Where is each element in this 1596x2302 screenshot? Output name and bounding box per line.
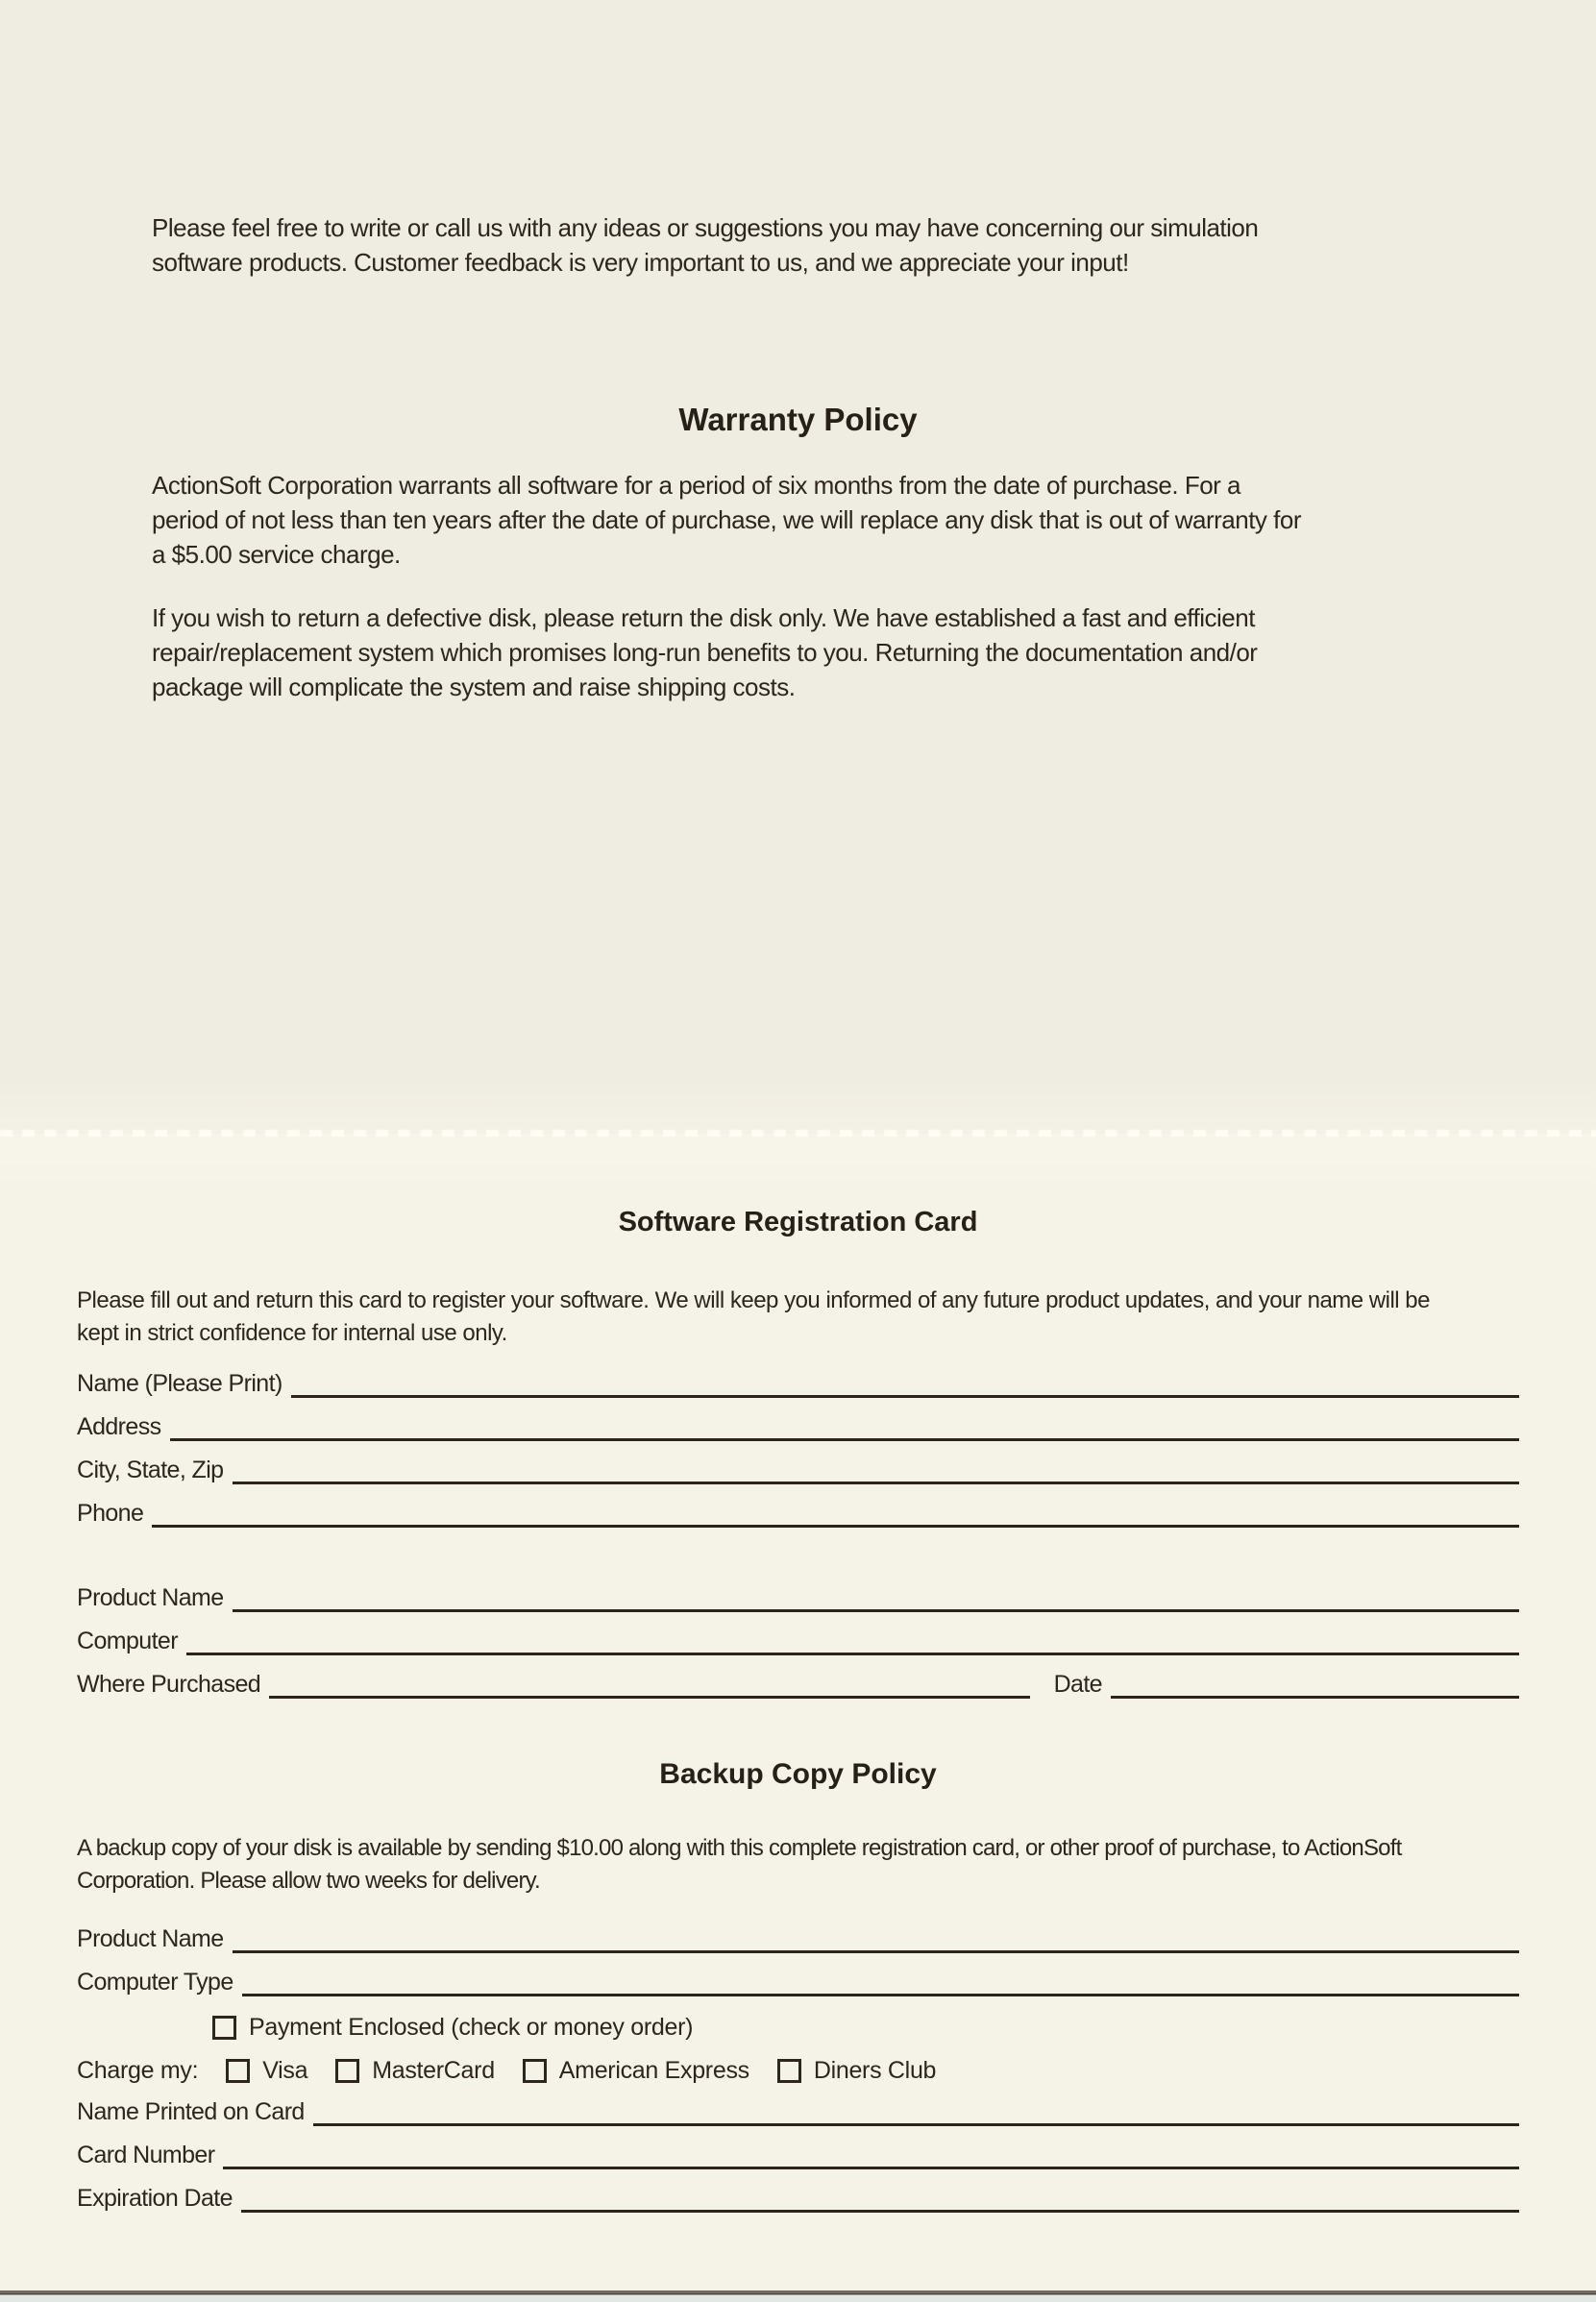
expiration-date-input-line[interactable] xyxy=(241,2209,1519,2213)
scanner-edge xyxy=(0,2290,1596,2302)
backup-title: Backup Copy Policy xyxy=(659,1758,937,1790)
city-state-zip-input-line[interactable] xyxy=(233,1481,1520,1484)
field-row-card-number xyxy=(77,2141,1519,2169)
product-name-input-line[interactable] xyxy=(233,1608,1519,1612)
product-name-label: Product Name xyxy=(77,1584,224,1611)
registration-intro-line: kept in strict confidence for internal use only. xyxy=(77,1320,507,1346)
warranty-title: Warranty Policy xyxy=(678,402,918,437)
address-input-line[interactable] xyxy=(170,1437,1519,1441)
computer-type-input-line[interactable] xyxy=(242,1993,1519,1996)
name-on-card-label: Name Printed on Card xyxy=(77,2098,305,2125)
expiration-date-label: Expiration Date xyxy=(77,2185,233,2212)
field-row-computer xyxy=(77,1627,1519,1655)
card-option-american-express xyxy=(523,2057,749,2085)
visa-label: Visa xyxy=(262,2057,308,2084)
american-express-label: American Express xyxy=(558,2057,749,2084)
name-input-line[interactable] xyxy=(291,1394,1519,1398)
payment-enclosed-checkbox[interactable] xyxy=(212,2016,236,2040)
warranty-para2-line: If you wish to return a defective disk, please return the disk only. We have established a fast and efficient xyxy=(152,603,1255,632)
backup-intro-line: Corporation. Please allow two weeks for delivery. xyxy=(77,1868,540,1894)
where-purchased-input-line[interactable] xyxy=(269,1695,1029,1699)
field-row-address xyxy=(77,1412,1519,1441)
backup-product-name-input-line[interactable] xyxy=(233,1949,1519,1953)
computer-label: Computer xyxy=(77,1628,178,1654)
name-on-card-input-line[interactable] xyxy=(313,2122,1519,2126)
field-row-computer-type xyxy=(77,1968,1519,1996)
warranty-para1-line: a $5.00 service charge. xyxy=(152,540,401,569)
backup-product-name-label: Product Name xyxy=(77,1925,224,1952)
phone-label: Phone xyxy=(77,1500,144,1527)
feedback-note-line: Please feel free to write or call us with any ideas or suggestions you may have concerning our simulation xyxy=(152,213,1259,242)
city-state-zip-label: City, State, Zip xyxy=(77,1457,224,1483)
card-number-input-line[interactable] xyxy=(223,2166,1519,2169)
visa-checkbox[interactable] xyxy=(226,2059,250,2083)
date-input-line[interactable] xyxy=(1111,1695,1519,1699)
warranty-para1-line: ActionSoft Corporation warrants all software for a period of six months from the date of purchase. For a xyxy=(152,471,1241,500)
perforation-fold-line xyxy=(0,1130,1596,1137)
field-row-backup-product-name xyxy=(77,1924,1519,1953)
field-row-phone xyxy=(77,1499,1519,1528)
name-label: Name (Please Print) xyxy=(77,1370,282,1397)
warranty-para2-line: package will complicate the system and raise shipping costs. xyxy=(152,673,796,701)
field-row-city-state-zip xyxy=(77,1456,1519,1484)
card-option-visa xyxy=(226,2057,307,2085)
phone-input-line[interactable] xyxy=(152,1524,1519,1528)
payment-enclosed-label: Payment Enclosed (check or money order) xyxy=(249,2014,694,2041)
computer-input-line[interactable] xyxy=(186,1652,1519,1655)
charge-my-label: Charge my: xyxy=(77,2057,199,2084)
mastercard-checkbox[interactable] xyxy=(335,2059,359,2083)
warranty-para2-line: repair/replacement system which promises long-run benefits to you. Returning the documentation and/or xyxy=(152,638,1258,667)
computer-type-label: Computer Type xyxy=(77,1969,233,1996)
card-number-label: Card Number xyxy=(77,2142,215,2168)
warranty-para1-line: period of not less than ten years after the date of purchase, we will replace any disk that is out of warranty for xyxy=(152,505,1302,534)
registration-intro-line: Please fill out and return this card to register your software. We will keep you informed of any future product updates, and your name will be xyxy=(77,1287,1430,1313)
field-row-expiration-date xyxy=(77,2184,1519,2213)
card-option-mastercard xyxy=(335,2057,495,2085)
american-express-checkbox[interactable] xyxy=(523,2059,547,2083)
field-row-name xyxy=(77,1369,1519,1398)
field-row-name-on-card xyxy=(77,2097,1519,2126)
diners-club-label: Diners Club xyxy=(813,2057,937,2084)
card-option-diners-club xyxy=(777,2057,936,2085)
field-row-where-purchased xyxy=(77,1670,1519,1699)
registration-title: Software Registration Card xyxy=(618,1207,978,1237)
mastercard-label: MasterCard xyxy=(372,2057,495,2084)
field-row-product-name xyxy=(77,1583,1519,1612)
where-purchased-label: Where Purchased xyxy=(77,1671,261,1698)
address-label: Address xyxy=(77,1413,161,1440)
feedback-note-line: software products. Customer feedback is very important to us, and we appreciate your input! xyxy=(152,248,1129,277)
charge-my-row xyxy=(77,2057,936,2085)
payment-enclosed-row xyxy=(212,2014,693,2042)
date-label: Date xyxy=(1053,1671,1102,1698)
diners-club-checkbox[interactable] xyxy=(777,2059,801,2083)
backup-intro-line: A backup copy of your disk is available by sending $10.00 along with this complete registration card, or other proof of purchase, to ActionSoft xyxy=(77,1835,1402,1861)
